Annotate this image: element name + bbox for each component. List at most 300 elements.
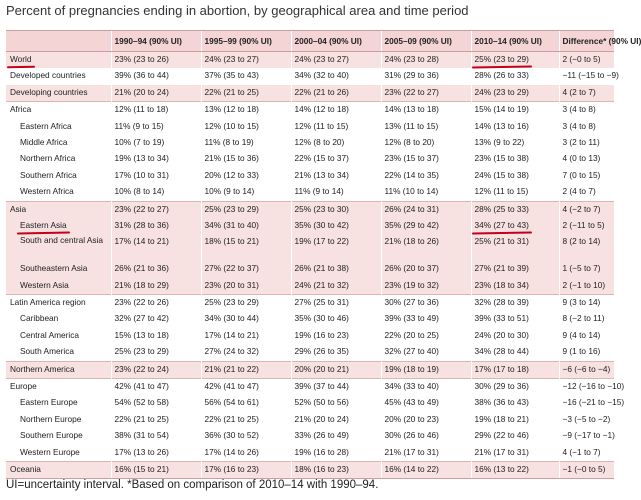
cell-value: 7 (0 to 15)	[562, 169, 601, 180]
value-cell	[111, 361, 201, 378]
table-row	[6, 361, 614, 378]
table-row	[6, 395, 614, 411]
cell-value: 17% (14 to 21)	[204, 329, 259, 340]
value-cell	[291, 102, 381, 119]
cell-value: 30% (27 to 36)	[384, 297, 439, 308]
cell-value: 26% (20 to 37)	[384, 263, 439, 274]
value-cell	[471, 361, 559, 378]
cell-value: 23% (20 to 31)	[204, 279, 259, 290]
table-row	[6, 379, 614, 396]
value-cell	[291, 85, 381, 102]
row-label-cell	[6, 52, 111, 69]
value-cell	[559, 395, 625, 411]
value-cell	[381, 168, 471, 184]
cell-value: 39% (33 to 49)	[384, 313, 439, 324]
cell-value: 17% (14 to 26)	[204, 446, 259, 457]
cell-value: 39% (37 to 44)	[294, 381, 349, 392]
value-cell	[201, 361, 291, 378]
value-cell	[291, 261, 381, 277]
cell-value: 11% (9 to 14)	[294, 186, 344, 197]
value-cell	[381, 218, 471, 234]
row-label: World	[10, 54, 32, 64]
cell-value: 26% (24 to 31)	[384, 203, 439, 214]
value-cell	[559, 379, 625, 396]
value-cell	[381, 184, 471, 201]
table-row	[6, 102, 614, 119]
cell-value: 32% (27 to 40)	[384, 346, 439, 357]
table-row	[6, 328, 614, 344]
value-cell	[201, 395, 291, 411]
cell-value: 25% (23 to 29)	[114, 346, 169, 357]
value-cell	[111, 278, 201, 295]
cell-value: 15% (14 to 19)	[474, 104, 529, 115]
value-cell	[291, 295, 381, 312]
column-header: Difference* (90% UI)	[559, 31, 614, 52]
value-cell	[471, 168, 559, 184]
cell-value: 21% (20 to 24)	[294, 413, 349, 424]
row-label-cell	[6, 428, 111, 444]
row-label-cell	[6, 135, 111, 151]
value-cell	[201, 184, 291, 201]
value-cell	[381, 395, 471, 411]
value-cell	[111, 379, 201, 396]
table-row	[6, 168, 614, 184]
value-cell	[559, 85, 614, 102]
value-cell	[291, 234, 381, 261]
table-row	[6, 261, 614, 277]
cell-value: −6 (−6 to −4)	[562, 363, 611, 374]
value-cell	[201, 151, 291, 167]
row-label-cell	[6, 184, 111, 201]
row-label-cell	[6, 361, 111, 378]
value-cell	[559, 218, 614, 234]
row-label-cell	[6, 395, 111, 411]
value-cell	[291, 119, 381, 135]
value-cell	[201, 168, 291, 184]
cell-value: 24% (23 to 27)	[294, 54, 349, 64]
cell-value: 42% (41 to 47)	[204, 381, 259, 392]
cell-value: 30% (26 to 46)	[384, 430, 439, 441]
cell-value: 29% (26 to 35)	[294, 346, 349, 357]
value-cell	[381, 85, 471, 102]
cell-value: 13% (12 to 18)	[204, 104, 259, 115]
value-cell	[559, 278, 614, 295]
cell-value: 16% (13 to 22)	[474, 463, 529, 474]
table-row	[6, 445, 614, 462]
cell-value: 22% (15 to 37)	[294, 153, 349, 164]
value-cell	[291, 184, 381, 201]
cell-value: 22% (20 to 25)	[384, 329, 439, 340]
cell-value: 19% (18 to 21)	[474, 413, 529, 424]
cell-value: 28% (26 to 33)	[474, 70, 529, 81]
header-label-cell	[6, 31, 111, 52]
cell-value: 33% (26 to 49)	[294, 430, 349, 441]
value-cell	[111, 151, 201, 167]
value-cell	[381, 234, 471, 261]
table-row	[6, 151, 614, 167]
cell-value: 23% (19 to 32)	[384, 279, 439, 290]
row-label: Oceania	[10, 463, 41, 474]
value-cell	[111, 218, 201, 234]
value-cell	[381, 295, 471, 312]
cell-value: 22% (21 to 26)	[294, 86, 349, 97]
value-cell	[201, 261, 291, 277]
cell-value: 12% (11 to 15)	[474, 186, 529, 197]
value-cell	[559, 445, 614, 462]
cell-value: 19% (17 to 22)	[294, 236, 349, 247]
value-cell	[291, 168, 381, 184]
cell-value: 17% (13 to 26)	[114, 446, 169, 457]
cell-value: 23% (22 to 24)	[114, 363, 169, 374]
row-label-cell	[6, 412, 111, 428]
cell-value: 42% (41 to 47)	[114, 381, 169, 392]
cell-value: 22% (21 to 25)	[204, 413, 259, 424]
cell-value: 23% (15 to 38)	[474, 153, 529, 164]
row-label-cell	[6, 168, 111, 184]
cell-value: 22% (14 to 35)	[384, 169, 439, 180]
value-cell	[201, 461, 291, 478]
value-cell	[111, 445, 201, 462]
value-cell	[111, 295, 201, 312]
value-cell	[291, 68, 381, 84]
cell-value: −16 (−21 to −15)	[562, 397, 625, 408]
value-cell	[291, 428, 381, 444]
cell-value: 52% (50 to 56)	[294, 397, 349, 408]
cell-value: 32% (27 to 42)	[114, 313, 169, 324]
value-cell	[111, 85, 201, 102]
row-label-cell	[6, 151, 111, 167]
value-cell	[471, 445, 559, 462]
cell-value: 3 (2 to 11)	[562, 136, 600, 147]
row-label: Eastern Europe	[20, 397, 78, 408]
cell-value: 3 (4 to 8)	[562, 104, 596, 115]
cell-value: 10% (9 to 14)	[204, 186, 255, 197]
cell-value: 14% (13 to 16)	[474, 120, 529, 131]
row-label: Europe	[10, 381, 37, 392]
cell-value: 34% (30 to 44)	[204, 313, 259, 324]
cell-value: 24% (23 to 28)	[384, 54, 439, 64]
cell-value: −12 (−16 to −10)	[562, 381, 625, 392]
value-cell	[291, 461, 381, 478]
cell-value: 39% (33 to 51)	[474, 313, 529, 324]
row-label: Southeastern Asia	[20, 263, 88, 274]
row-label-cell	[6, 85, 111, 102]
cell-value: 31% (28 to 36)	[114, 219, 169, 230]
cell-value: −3 (−5 to −2)	[562, 413, 611, 424]
cell-value: 45% (43 to 49)	[384, 397, 439, 408]
value-cell	[201, 52, 291, 69]
value-cell	[471, 395, 559, 411]
value-cell	[201, 119, 291, 135]
value-cell	[381, 344, 471, 361]
value-cell	[291, 52, 381, 69]
value-cell	[559, 412, 614, 428]
table-row	[6, 428, 614, 444]
cell-value: 25% (23 to 29)	[474, 54, 529, 64]
cell-value: 9 (4 to 14)	[562, 329, 601, 340]
row-label: Northern Europe	[20, 413, 82, 424]
cell-value: 27% (22 to 37)	[204, 263, 259, 274]
value-cell	[381, 412, 471, 428]
cell-value: 23% (15 to 37)	[384, 153, 439, 164]
cell-value: 17% (17 to 18)	[474, 363, 529, 374]
cell-value: 19% (16 to 28)	[294, 446, 349, 457]
value-cell	[201, 295, 291, 312]
value-cell	[471, 328, 559, 344]
value-cell	[381, 102, 471, 119]
row-label-cell	[6, 218, 111, 234]
row-label-cell	[6, 295, 111, 312]
table-row	[6, 184, 614, 201]
value-cell	[471, 218, 559, 234]
value-cell	[381, 135, 471, 151]
row-label-cell	[6, 234, 111, 261]
value-cell	[201, 379, 291, 396]
value-cell	[559, 428, 614, 444]
cell-value: 4 (−2 to 7)	[562, 203, 601, 214]
cell-value: 8 (2 to 14)	[562, 236, 601, 247]
value-cell	[471, 428, 559, 444]
value-cell	[201, 428, 291, 444]
value-cell	[201, 412, 291, 428]
row-label-cell	[6, 261, 111, 277]
cell-value: 4 (2 to 7)	[562, 86, 596, 97]
row-label-cell	[6, 445, 111, 462]
value-cell	[381, 151, 471, 167]
value-cell	[381, 361, 471, 378]
cell-value: 3 (4 to 8)	[562, 120, 596, 131]
value-cell	[291, 445, 381, 462]
value-cell	[111, 68, 201, 84]
row-label: South and central Asia	[20, 235, 104, 246]
table-row	[6, 311, 614, 327]
value-cell	[111, 168, 201, 184]
value-cell	[111, 395, 201, 411]
cell-value: 17% (10 to 31)	[114, 169, 169, 180]
value-cell	[111, 119, 201, 135]
row-label: Latin America region	[10, 297, 86, 308]
cell-value: 35% (29 to 42)	[384, 219, 439, 230]
value-cell	[559, 201, 614, 218]
footnote: UI=uncertainty interval. *Based on comparison of 2010–14 with 1990–94.	[6, 479, 379, 491]
table-row	[6, 119, 614, 135]
value-cell	[471, 102, 559, 119]
value-cell	[201, 278, 291, 295]
column-header: 1990–94 (90% UI)	[111, 31, 201, 52]
value-cell	[201, 218, 291, 234]
cell-value: 28% (25 to 33)	[474, 203, 529, 214]
cell-value: 35% (30 to 46)	[294, 313, 349, 324]
value-cell	[471, 135, 559, 151]
row-label: Western Africa	[20, 186, 74, 197]
cell-value: 27% (25 to 31)	[294, 297, 349, 308]
value-cell	[381, 311, 471, 327]
cell-value: 9 (3 to 14)	[562, 297, 601, 308]
value-cell	[291, 395, 381, 411]
value-cell	[111, 428, 201, 444]
cell-value: 12% (8 to 20)	[384, 136, 435, 147]
row-label-cell	[6, 461, 111, 478]
row-label: Eastern Africa	[20, 120, 72, 131]
cell-value: 21% (17 to 31)	[474, 446, 529, 457]
value-cell	[471, 278, 559, 295]
value-cell	[559, 151, 614, 167]
cell-value: 17% (16 to 23)	[204, 463, 259, 474]
value-cell	[111, 328, 201, 344]
value-cell	[111, 102, 201, 119]
row-label-cell	[6, 344, 111, 361]
cell-value: 21% (13 to 34)	[294, 169, 349, 180]
value-cell	[559, 295, 614, 312]
value-cell	[471, 461, 559, 478]
value-cell	[291, 361, 381, 378]
value-cell	[291, 328, 381, 344]
value-cell	[381, 278, 471, 295]
cell-value: 25% (23 to 29)	[204, 203, 259, 214]
cell-value: 15% (13 to 18)	[114, 329, 169, 340]
cell-value: 21% (17 to 31)	[384, 446, 439, 457]
value-cell	[559, 135, 614, 151]
value-cell	[471, 295, 559, 312]
table-body	[6, 52, 625, 479]
cell-value: 19% (16 to 23)	[294, 329, 349, 340]
cell-value: 32% (28 to 39)	[474, 297, 529, 308]
cell-value: 11% (9 to 15)	[114, 120, 164, 131]
cell-value: 22% (21 to 25)	[114, 413, 169, 424]
column-header: 2010–14 (90% UI)	[471, 31, 559, 52]
cell-value: 34% (28 to 44)	[474, 346, 529, 357]
cell-value: −11 (−15 to −9)	[562, 70, 619, 81]
row-label: South America	[20, 346, 74, 357]
value-cell	[291, 278, 381, 295]
cell-value: 34% (32 to 40)	[294, 70, 349, 81]
cell-value: 11% (10 to 14)	[384, 186, 439, 197]
row-label-cell	[6, 311, 111, 327]
value-cell	[559, 328, 614, 344]
cell-value: 24% (21 to 32)	[294, 279, 349, 290]
value-cell	[111, 52, 201, 69]
cell-value: 38% (36 to 43)	[474, 397, 529, 408]
value-cell	[471, 311, 559, 327]
value-cell	[381, 428, 471, 444]
cell-value: 35% (30 to 42)	[294, 219, 349, 230]
value-cell	[201, 311, 291, 327]
row-label: Africa	[10, 104, 32, 115]
cell-value: 19% (18 to 19)	[384, 363, 439, 374]
row-label: Western Asia	[20, 279, 69, 290]
value-cell	[471, 184, 559, 201]
cell-value: 8 (−2 to 11)	[562, 313, 605, 324]
cell-value: 24% (15 to 38)	[474, 169, 529, 180]
cell-value: 12% (11 to 18)	[114, 104, 169, 115]
value-cell	[559, 102, 614, 119]
value-cell	[559, 361, 614, 378]
table-row	[6, 135, 614, 151]
value-cell	[471, 85, 559, 102]
row-label-cell	[6, 278, 111, 295]
value-cell	[471, 119, 559, 135]
cell-value: 21% (18 to 26)	[384, 236, 439, 247]
cell-value: 13% (9 to 22)	[474, 136, 525, 147]
value-cell	[471, 151, 559, 167]
cell-value: 12% (8 to 20)	[294, 136, 345, 147]
table-row	[6, 68, 614, 84]
cell-value: 24% (23 to 29)	[474, 86, 529, 97]
cell-value: 10% (7 to 19)	[114, 136, 165, 147]
row-label: Southern Europe	[20, 430, 83, 441]
column-header: 2000–04 (90% UI)	[291, 31, 381, 52]
value-cell	[291, 201, 381, 218]
value-cell	[291, 379, 381, 396]
value-cell	[291, 151, 381, 167]
value-cell	[559, 311, 614, 327]
row-label: Caribbean	[20, 313, 59, 324]
row-label: Western Europe	[20, 446, 80, 457]
cell-value: 4 (0 to 13)	[562, 153, 601, 164]
cell-value: 17% (14 to 21)	[114, 236, 169, 247]
column-header: 2005–09 (90% UI)	[381, 31, 471, 52]
table-row	[6, 344, 614, 361]
value-cell	[471, 412, 559, 428]
cell-value: 2 (−1 to 10)	[562, 279, 606, 290]
cell-value: 18% (15 to 21)	[204, 236, 259, 247]
value-cell	[381, 445, 471, 462]
cell-value: 20% (20 to 21)	[294, 363, 349, 374]
value-cell	[111, 184, 201, 201]
cell-value: 56% (54 to 61)	[204, 397, 259, 408]
cell-value: 22% (21 to 25)	[204, 86, 259, 97]
value-cell	[201, 445, 291, 462]
cell-value: 34% (33 to 40)	[384, 381, 439, 392]
cell-value: 24% (23 to 27)	[204, 54, 259, 64]
cell-value: 4 (−1 to 7)	[562, 446, 601, 457]
value-cell	[291, 344, 381, 361]
row-label-cell	[6, 379, 111, 396]
cell-value: 16% (15 to 21)	[114, 463, 169, 474]
table-title: Percent of pregnancies ending in abortion, by geographical area and time period	[6, 3, 469, 18]
value-cell	[559, 344, 614, 361]
cell-value: −9 (−17 to −1)	[562, 430, 615, 441]
cell-value: 13% (11 to 15)	[384, 120, 439, 131]
value-cell	[381, 52, 471, 69]
row-label: Southern Africa	[20, 169, 77, 180]
value-cell	[111, 135, 201, 151]
table-header-row	[6, 31, 614, 52]
value-cell	[381, 328, 471, 344]
value-cell	[381, 68, 471, 84]
row-label: Central America	[20, 329, 80, 340]
value-cell	[559, 461, 614, 478]
value-cell	[111, 234, 201, 261]
cell-value: 16% (14 to 22)	[384, 463, 439, 474]
cell-value: 30% (29 to 36)	[474, 381, 529, 392]
cell-value: 12% (10 to 15)	[204, 120, 259, 131]
cell-value: 19% (13 to 34)	[114, 153, 169, 164]
cell-value: 27% (24 to 32)	[204, 346, 259, 357]
cell-value: 23% (23 to 26)	[114, 54, 169, 64]
value-cell	[201, 135, 291, 151]
row-label: Northern America	[10, 363, 75, 374]
row-label-cell	[6, 328, 111, 344]
cell-value: 14% (12 to 18)	[294, 104, 349, 115]
value-cell	[381, 261, 471, 277]
value-cell	[291, 218, 381, 234]
value-cell	[559, 261, 614, 277]
cell-value: 23% (18 to 34)	[474, 279, 529, 290]
value-cell	[559, 52, 614, 69]
row-label: Middle Africa	[20, 136, 68, 147]
cell-value: 20% (12 to 33)	[204, 169, 259, 180]
